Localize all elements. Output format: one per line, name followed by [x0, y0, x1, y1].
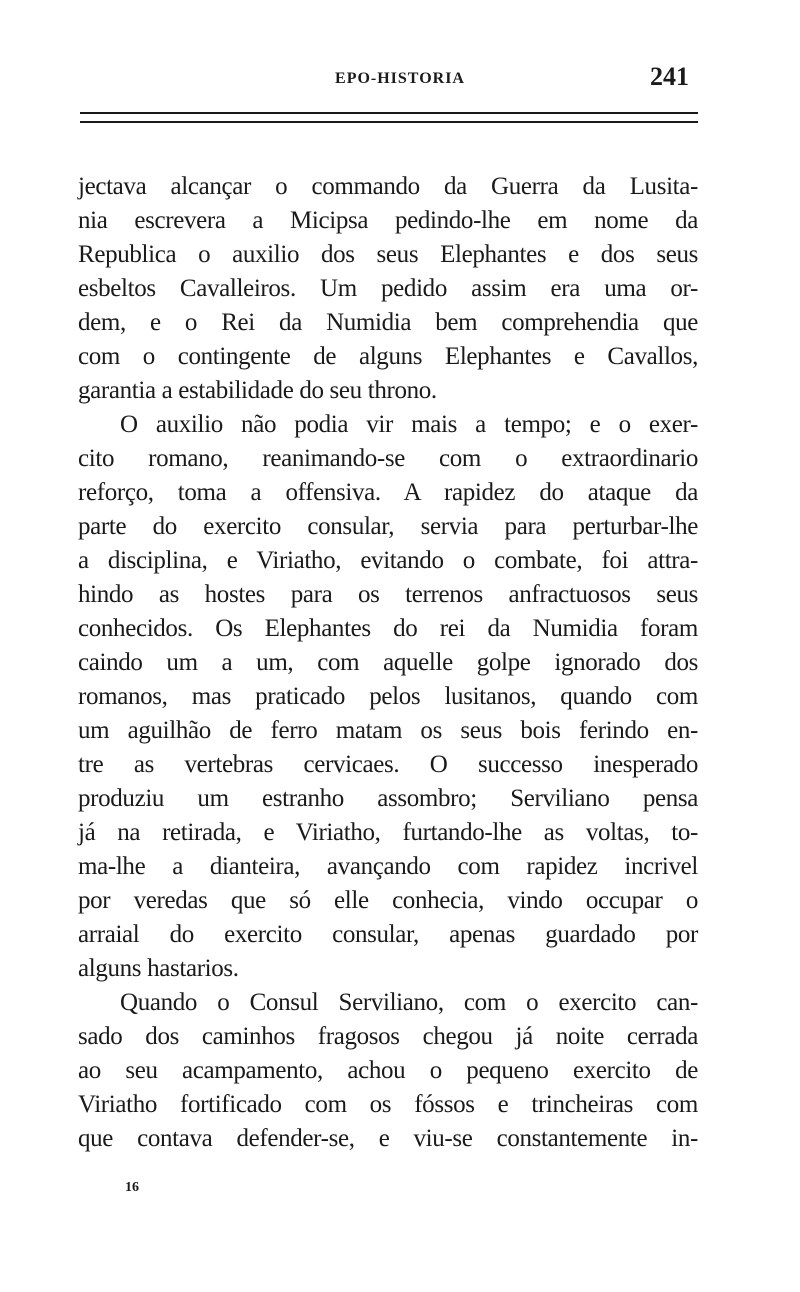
text-line: ao seu acampamento, achou o pequeno exercito de: [78, 1057, 698, 1084]
text-line: reforço, toma a offensiva. A rapidez do ataque da: [78, 479, 698, 506]
text-line: sado dos caminhos fragosos chegou já noite cerrada: [78, 1023, 698, 1050]
text-line: parte do exercito consular, servia para perturbar-lhe: [78, 513, 698, 540]
signature-mark: 16: [125, 1180, 139, 1195]
text-line: já na retirada, e Viriatho, furtando-lhe as voltas, to-: [78, 819, 698, 846]
text-line: conhecidos. Os Elephantes do rei da Numidia foram: [78, 615, 698, 642]
text-line: Viriatho fortificado com os fóssos e trincheiras com: [78, 1091, 698, 1118]
text-line: que contava defender-se, e viu-se constantemente in-: [78, 1125, 698, 1152]
text-line: nia escrevera a Micipsa pedindo-lhe em nome da: [78, 207, 698, 234]
text-line: esbeltos Cavalleiros. Um pedido assim era uma or-: [78, 275, 698, 302]
running-title: EPO-HISTORIA: [335, 70, 465, 87]
text-line: romanos, mas praticado pelos lusitanos, quando com: [78, 683, 698, 710]
header-rule-bottom: [80, 121, 698, 123]
text-line: ma-lhe a dianteira, avançando com rapidez incrivel: [78, 853, 698, 880]
text-line: por veredas que só elle conhecia, vindo occupar o: [78, 887, 698, 914]
text-line: a disciplina, e Viriatho, evitando o combate, foi attra-: [78, 547, 698, 574]
page-number: 241: [650, 62, 689, 91]
text-line: Republica o auxilio dos seus Elephantes e dos seus: [78, 241, 698, 268]
text-line: cito romano, reanimando-se com o extraordinario: [78, 445, 698, 472]
text-line: produziu um estranho assombro; Serviliano pensa: [78, 785, 698, 812]
text-line: dem, e o Rei da Numidia bem comprehendia que: [78, 309, 698, 336]
text-line: garantia a estabilidade do seu throno.: [78, 377, 437, 404]
body-text: [78, 170, 698, 1156]
text-line: com o contingente de alguns Elephantes e Cavallos,: [78, 343, 698, 370]
text-line: Quando o Consul Serviliano, com o exercito can-: [120, 989, 698, 1016]
text-line: O auxilio não podia vir mais a tempo; e o exer-: [120, 411, 698, 438]
header-rule-top: [80, 112, 698, 114]
text-line: um aguilhão de ferro matam os seus bois ferindo en-: [78, 717, 698, 744]
text-line: caindo um a um, com aquelle golpe ignorado dos: [78, 649, 698, 676]
text-line: arraial do exercito consular, apenas guardado por: [78, 921, 698, 948]
text-line: alguns hastarios.: [78, 955, 239, 982]
text-line: hindo as hostes para os terrenos anfractuosos seus: [78, 581, 698, 608]
text-line: tre as vertebras cervicaes. O successo inesperado: [78, 751, 698, 778]
text-line: jectava alcançar o commando da Guerra da Lusita-: [78, 173, 698, 200]
